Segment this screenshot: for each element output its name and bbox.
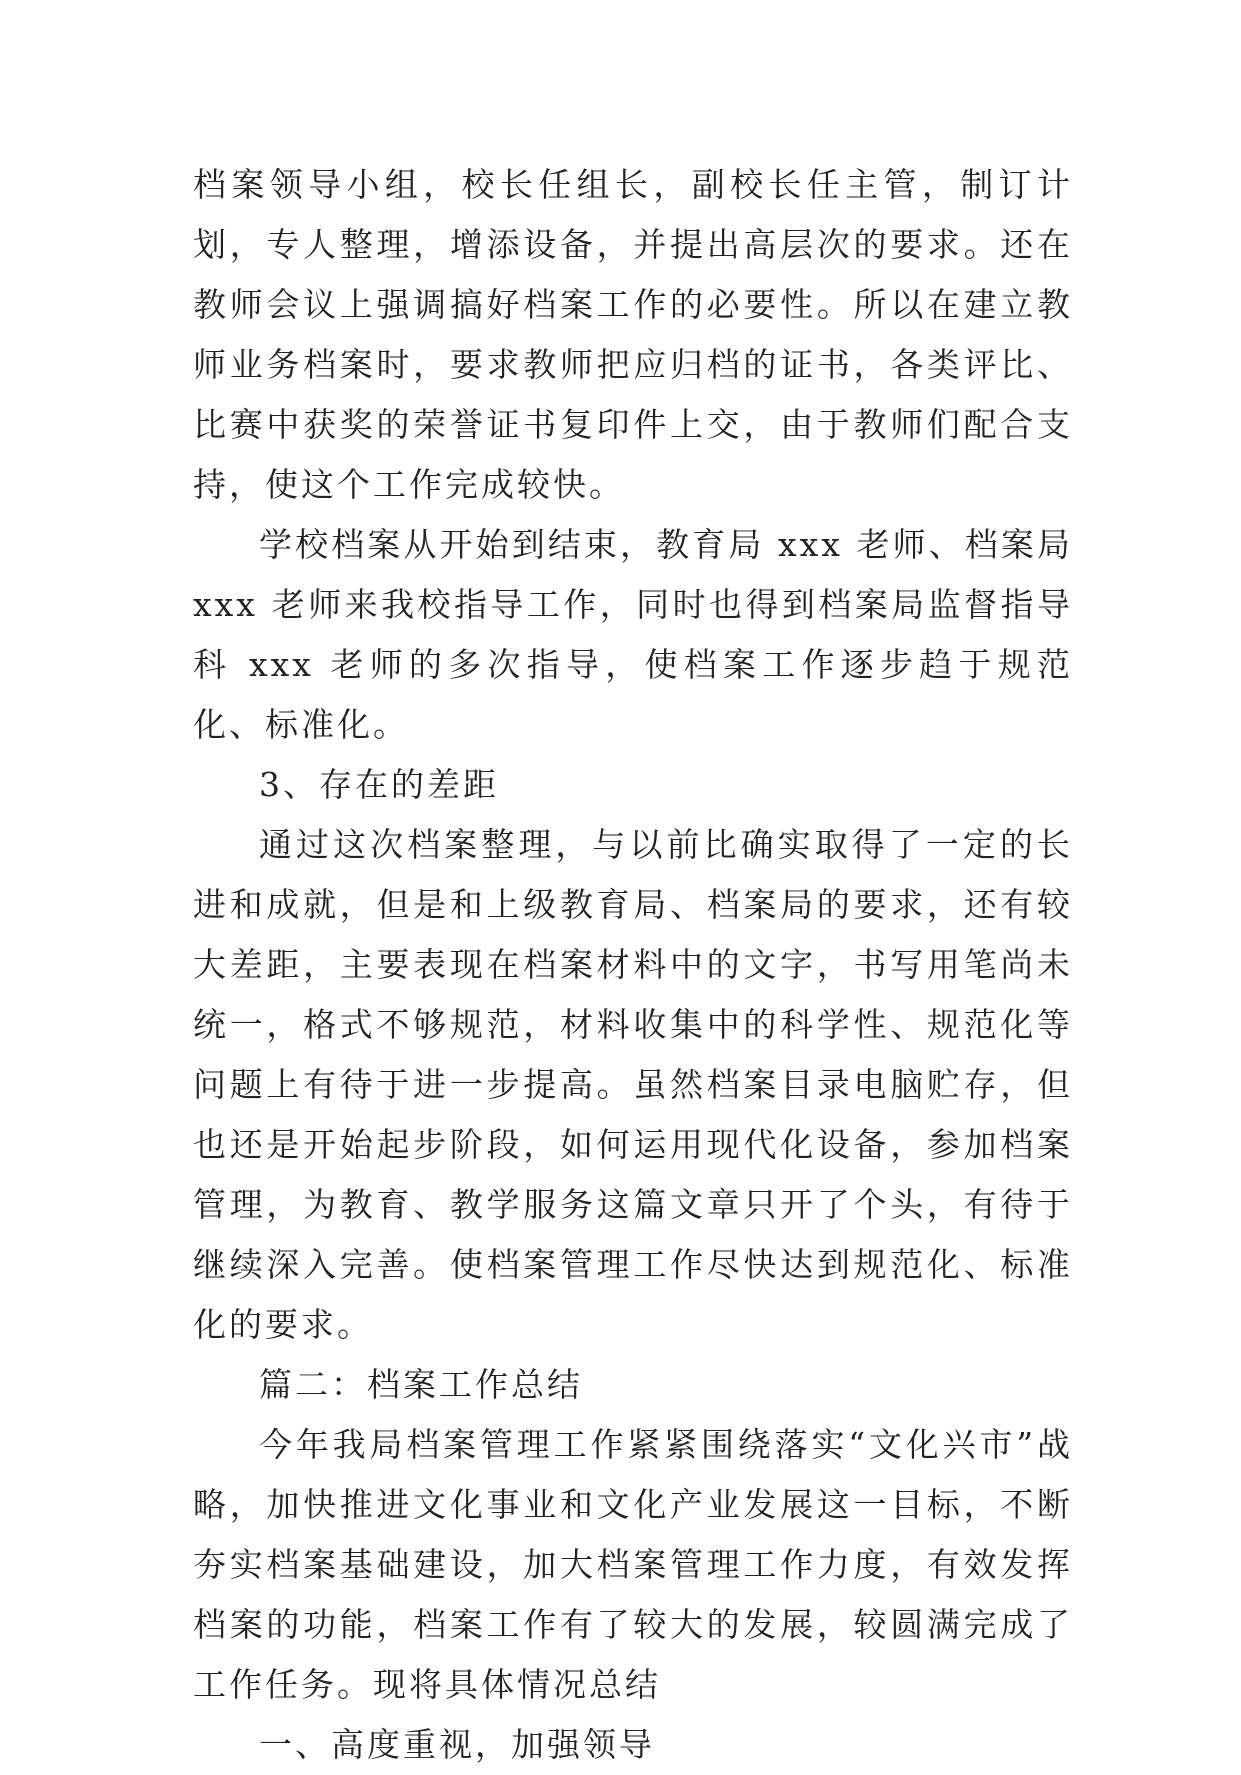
paragraph-gaps: 通过这次档案整理，与以前比确实取得了一定的长进和成就，但是和上级教育局、档案局的要求，还有较大差距，主要表现在档案材料中的文字，书写用笔尚未统一，格式不够规范，材料收集中的科学性、规范化等问题上有待于进一步提高。虽然档案目录电脑贮存，但也还是开始起步阶段，如何运用现代化设备，参加档案管理，为教育、教学服务这篇文章只开了个头，有待于继续深入完善。使档案管理工作尽快达到规范化、标准化的要求。 xyxy=(193,825,1073,1344)
paragraph-annual-summary: 今年我局档案管理工作紧紧围绕落实“文化兴市”战略，加快推进文化事业和文化产业发展这一目标，不断夯实档案基础建设，加大档案管理工作力度，有效发挥档案的功能，档案工作有了较大的发展，较圆满完成了工作任务。现将具体情况总结 xyxy=(193,1425,1073,1704)
paragraph-guidance: 学校档案从开始到结束，教育局 xxx 老师、档案局 xxx 老师来我校指导工作，同时也得到档案局监督指导科 xxx 老师的多次指导，使档案工作逐步趋于规范化、标准化。 xyxy=(193,525,1073,744)
document-body xyxy=(193,155,1073,1775)
section-heading-leadership: 一、高度重视，加强领导 xyxy=(259,1725,655,1764)
article-heading-part-two: 篇二：档案工作总结 xyxy=(259,1365,583,1404)
section-heading-gaps: 3、存在的差距 xyxy=(259,765,499,804)
paragraph-archive-leadership-group: 档案领导小组，校长任组长，副校长任主管，制订计划，专人整理，增添设备，并提出高层次的要求。还在教师会议上强调搞好档案工作的必要性。所以在建立教师业务档案时，要求教师把应归档的证书，各类评比、比赛中获奖的荣誉证书复印件上交，由于教师们配合支持，使这个工作完成较快。 xyxy=(193,165,1073,504)
